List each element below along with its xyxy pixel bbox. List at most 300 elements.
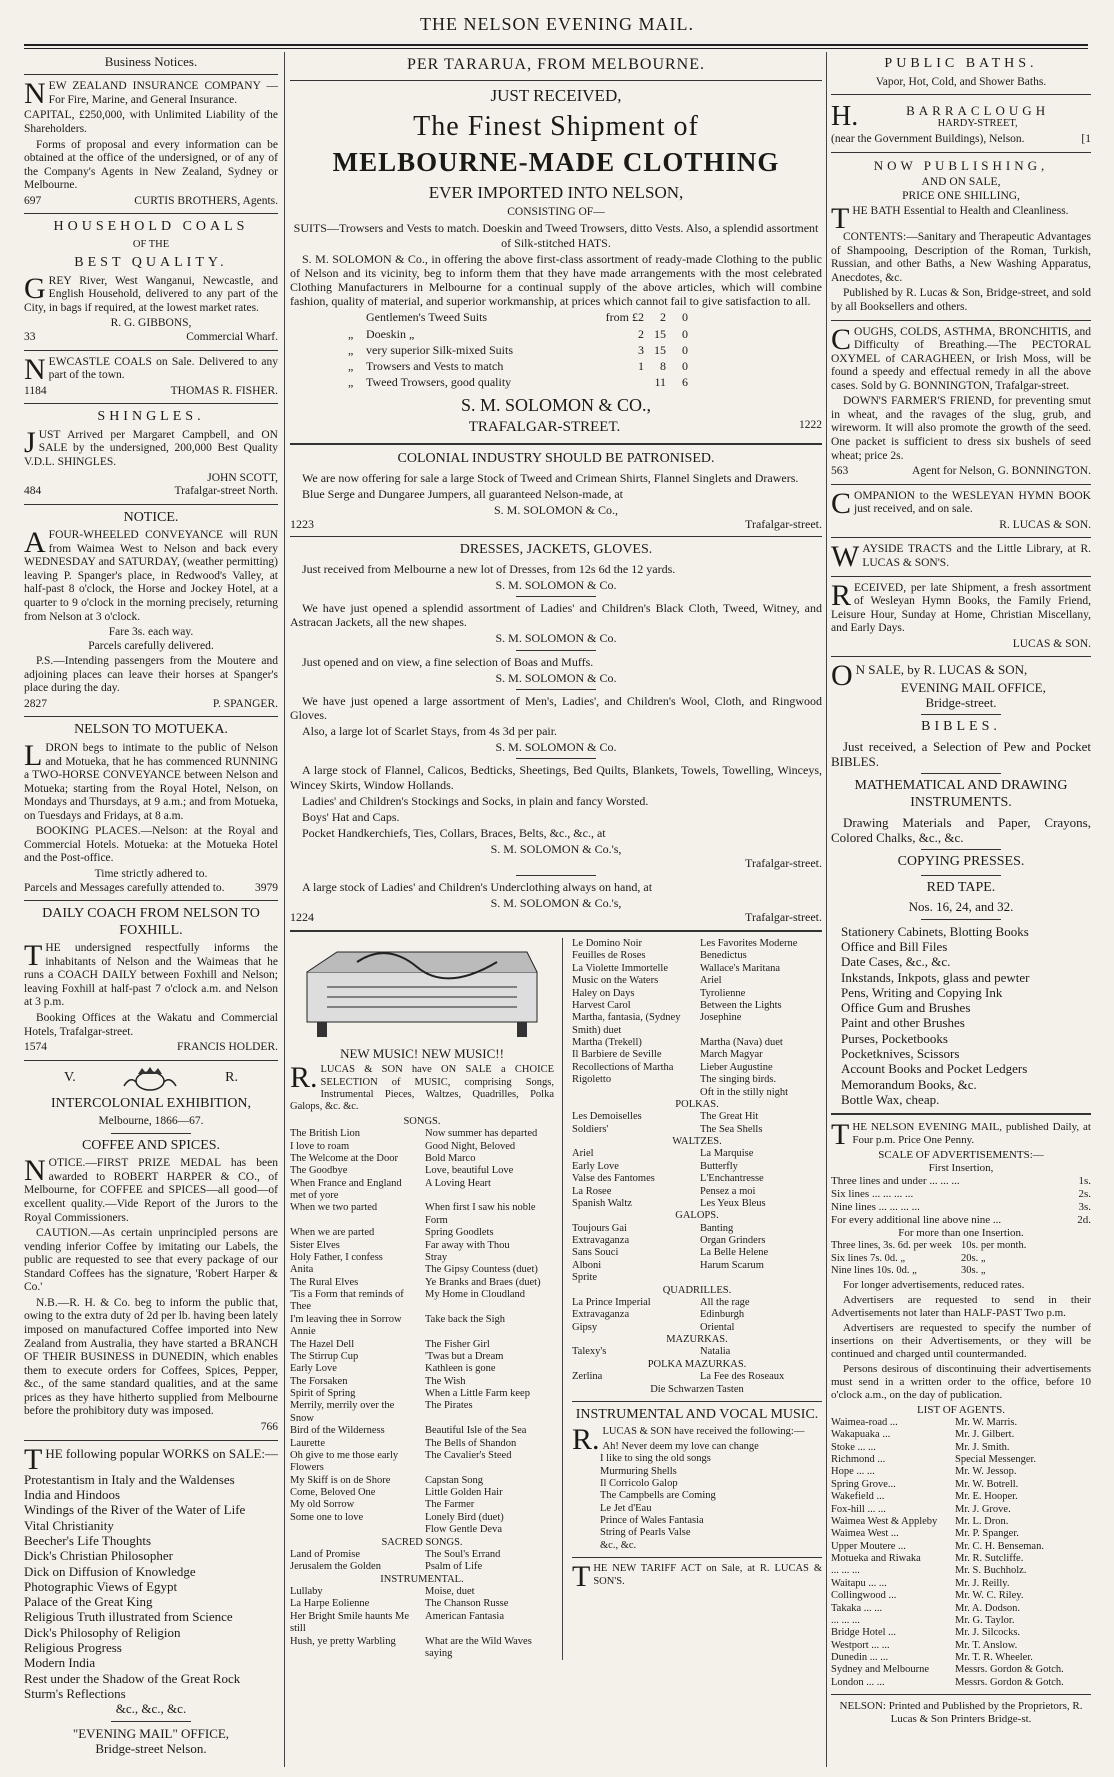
list-item: India and Hindoos (24, 1486, 121, 1502)
list-item: Bird of the Wilderness (290, 1425, 385, 1437)
list-heading: MAZURKAS. (666, 1334, 728, 1345)
agent-label: Sydney and Melbourne (831, 1664, 929, 1676)
list-item: La Marquise (700, 1148, 754, 1160)
list-item: Le Domino Noir (572, 938, 642, 949)
dresses-ad (290, 542, 822, 924)
price-row (348, 375, 688, 389)
list-item: Holy Father, I confess (290, 1251, 383, 1263)
ad-address: Trafalgar-street. (745, 517, 822, 532)
notice-ad (24, 510, 278, 712)
list-item: Sprite (572, 1272, 598, 1284)
agent-label: Waimea West ... (831, 1528, 899, 1540)
agent-label: Spring Grove... (831, 1478, 896, 1490)
list-item: Stray (425, 1251, 448, 1263)
ad-text: Drawing Materials and Paper, Crayons, Colored Chalks, &c., &c. (831, 814, 1091, 845)
ad-body: REY River, West Wanganui, Newcastle, and English Household, delivered to any part of the City, in bags if required, at the lowest market rates. (24, 274, 278, 314)
list-item: Sans Souci (572, 1247, 619, 1259)
insurance-ad (24, 77, 278, 208)
ad-number: 484 (24, 485, 42, 498)
agent-label: Hope ... ... (831, 1466, 875, 1478)
agent-value: Mr. W. Jessop. (955, 1466, 1017, 1478)
list-heading: INSTRUMENTAL. (380, 1573, 464, 1585)
list-item: Talexy's (572, 1346, 607, 1358)
drop-cap: W (831, 540, 860, 574)
agent-label: Bridge Hotel ... (831, 1627, 897, 1639)
works-ad (24, 1442, 278, 1757)
list-item: Religious Truth illustrated from Science (24, 1609, 233, 1625)
list-item: Martha, fantasia, (Sydney Smith) duet (572, 1012, 681, 1036)
ad-text: CONTENTS:—Sanitary and Therapeutic Advantages of Shampooing, Description of the Roman, Turkish, Russian, and other Baths, a New Washing Apparatus, Anecdotes, &c. (831, 231, 1091, 284)
drop-cap: R. (572, 1423, 600, 1457)
ad-title: RED TAPE. (926, 879, 996, 895)
list-item: Spirit of Spring (290, 1388, 356, 1400)
ad-signature: THOMAS R. FISHER. (170, 384, 278, 397)
ad-text: Boys' Hat and Caps. (302, 809, 400, 824)
ad-headline: The Finest Shipment of (413, 110, 699, 142)
ad-text: CAPITAL, £250,000, with Unlimited Liability of the Shareholders. (24, 109, 278, 136)
list-item: Account Books and Pocket Ledgers (841, 1061, 1028, 1077)
list-item: The Forsaken (290, 1375, 348, 1387)
ad-body: LUCAS & SON have received the following:— (602, 1426, 805, 1438)
drop-cap: T (831, 1118, 850, 1152)
ad-text: Parcels and Messages carefully attended to. (24, 881, 225, 894)
ad-text: We have just opened a large assortment of Men's, Ladies', and Children's Wool, Cloth, and Ringwood Gloves. (290, 693, 822, 722)
ad-body: FOUR-WHEELED CONVEYANCE will RUN from Waimea West to Nelson and back every WEDNESDAY and SATURDAY, (weather permitting) leaving P. Spanger's place, in Redwood's Valley, at half-past 8 o'clock, the Horse and Jockey Hotel, at a quarter to 9 o'clock in the morning precisely, returning from Nelson at 3 o'clock. (24, 529, 278, 623)
rate-label: Three lines and under ... ... ... (831, 1175, 960, 1188)
coals-ad (24, 219, 278, 344)
list-item: L'Enchantresse (700, 1173, 764, 1185)
list-item: The Wish (425, 1375, 466, 1387)
agent-label: Dunedin ... ... (831, 1652, 889, 1664)
ad-signature: LUCAS & SON. (1012, 637, 1091, 650)
list-item: Good Night, Beloved (425, 1140, 516, 1152)
ad-title: DRESSES, JACKETS, GLOVES. (459, 542, 653, 558)
ad-text: N.B.—R. H. & Co. beg to inform the public that, owing to the extra duty of 2d per lb. having been lately imposed on manufactured Coffee imported into New Zealand from Australia, they have started a BRANCH OF THEIR BUSINESS in DUNEDIN, which enables them to execute orders for Coffees, Spices, Pepper, &c., of the same standard qualities, and at the same prices as they have hitherto supplied from Melbourne before the prohibitory duty was imposed. (24, 1296, 278, 1418)
ad-text: Blue Serge and Dungaree Jumpers, all guaranteed Nelson-made, at (302, 486, 623, 501)
list-item: A Loving Heart (425, 1177, 491, 1189)
ad-title: MATHEMATICAL AND DRAWING INSTRUMENTS. (854, 778, 1068, 810)
ad-text: Advertisers are requested to send in their Advertisements not later than HALF-PAST Two p.m. (831, 1294, 1091, 1320)
songs-list (290, 1128, 554, 1536)
list-item: Il Corricolo Galop (600, 1477, 678, 1489)
list-item: Benedictus (700, 950, 747, 962)
instrumental-vocal-list (572, 1441, 822, 1552)
ad-number: 697 (24, 194, 42, 207)
ad-text: Time strictly adhered to. (94, 868, 208, 881)
ad-signature: S. M. SOLOMON & Co.'s, (490, 842, 622, 857)
list-item: Les Favorites Moderne (700, 938, 798, 949)
list-item: Bottle Wax, cheap. (841, 1092, 940, 1108)
weekly-rates-table (831, 1240, 1091, 1277)
price-cell-s: 15 (654, 326, 666, 341)
column-center (290, 52, 822, 1660)
ad-text: Advertisers are requested to specify the number of insertions on their Advertisements, or they will be continued and charged until countermanded. (831, 1322, 1091, 1361)
list-item: Psalm of Life (425, 1561, 483, 1573)
list-item: Extravaganza (572, 1309, 630, 1321)
list-item: Office Gum and Brushes (841, 1000, 971, 1016)
list-item: Paint and other Brushes (841, 1015, 965, 1031)
list-item: The Soul's Errand (425, 1548, 501, 1560)
agent-value: Mr. S. Buchholz. (955, 1565, 1027, 1577)
list-item: Merrily, merrily over the Snow (290, 1400, 395, 1424)
list-item: Valse des Fantomes (572, 1173, 655, 1185)
list-item: Natalia (700, 1346, 731, 1358)
list-item: My Home in Cloudland (425, 1289, 526, 1301)
waltzes-list (572, 1148, 822, 1210)
ad-address: Trafalgar-street. (745, 909, 822, 924)
list-item: Harvest Carol (572, 999, 631, 1011)
imprint: NELSON: Printed and Published by the Proprietors, R. Lucas & Son Printers Bridge-st. (839, 1700, 1083, 1726)
ad-text: Fare 3s. each way. (108, 626, 194, 639)
agent-label: Motueka and Riwaka (831, 1553, 921, 1565)
list-item: Toujours Gai (572, 1222, 627, 1234)
list-heading: POLKA MAZURKAS. (647, 1358, 747, 1370)
ad-text: For longer advertisements, reduced rates. (843, 1279, 1025, 1292)
list-item: Music on the Waters (572, 975, 659, 987)
drop-cap: O (831, 659, 853, 693)
polkas-list (572, 1111, 822, 1136)
agent-value: Mr. T. R. Wheeler. (955, 1652, 1033, 1664)
ad-title: SHINGLES. (97, 409, 205, 425)
list-item: Josephine (700, 1012, 742, 1024)
agent-value: Mr. T. Anslow. (955, 1639, 1018, 1651)
masthead-rule (24, 44, 1088, 49)
list-item: The Campbells are Coming (600, 1490, 716, 1502)
price-cell-q: „ (348, 358, 354, 373)
list-item: The Hazel Dell (290, 1338, 355, 1350)
drop-cap: R (831, 578, 852, 612)
ad-address: (near the Government Buildings), Nelson. (831, 133, 1025, 146)
agent-value: Mr. L. Dron. (955, 1515, 1009, 1527)
list-item: Dick's Philosophy of Religion (24, 1624, 181, 1640)
agents-table (831, 1417, 1091, 1689)
list-item: Recollections of Martha (572, 1061, 674, 1073)
agent-value: Mr. J. Reilly. (955, 1577, 1010, 1589)
ad-body: HE NEW TARIFF ACT on Sale, at R. LUCAS & SON'S. (593, 1563, 822, 1587)
drop-cap: N (24, 352, 46, 386)
list-item: Extravaganza (572, 1235, 630, 1246)
list-item: Moise, duet (425, 1586, 475, 1598)
list-item: Rest under the Shadow of the Great Rock (24, 1670, 241, 1686)
list-item: The Great Hit (700, 1111, 759, 1123)
ad-number: 1222 (799, 419, 822, 432)
ad-signature: R. LUCAS & SON. (999, 518, 1091, 531)
price-cell-s: 11 (654, 374, 666, 389)
rate-label: For every additional line above nine ... (831, 1214, 1002, 1227)
price-cell-item: Gentlemen's Tweed Suits (366, 310, 488, 325)
ad-body: HE NELSON EVENING MAIL, published Daily, at Four p.m. Price One Penny. (852, 1121, 1091, 1147)
agent-label: Waimea-road ... (831, 1416, 898, 1428)
agent-label: Wakefield ... (831, 1491, 885, 1503)
list-item: Now summer has departed (425, 1128, 538, 1140)
list-item: Lonely Bird (duet) (425, 1511, 504, 1523)
list-item: 'Tis a Form that reminds of Thee (290, 1289, 404, 1313)
ad-address: Trafalgar-street North. (174, 485, 278, 498)
music-ad (290, 938, 822, 1660)
agent-value: Special Messenger. (955, 1454, 1037, 1466)
drop-cap: J (24, 425, 36, 459)
list-item: The Stirrup Cup (290, 1350, 359, 1362)
instrumental-list (290, 1586, 554, 1660)
rate-value: 2d. (1077, 1214, 1091, 1227)
ad-title: JUST RECEIVED, (490, 85, 622, 105)
ad-title: COPYING PRESSES. (897, 854, 1025, 870)
list-heading: SONGS. (403, 1115, 441, 1127)
agent-label: Waimea West & Appleby (831, 1515, 938, 1527)
agent-value: Mr. J. Silcocks. (955, 1627, 1021, 1639)
list-item: Sturm's Reflections (24, 1686, 126, 1702)
agent-label: Westport ... ... (831, 1639, 890, 1651)
list-item: Far away with Thou (425, 1239, 510, 1251)
list-item: Office and Bill Files (841, 938, 948, 954)
ad-text: Melbourne, 1866—67. (98, 1115, 204, 1128)
price-cell-from (592, 375, 644, 389)
agent-value: Mr. G. Taylor. (955, 1614, 1015, 1626)
ad-text: S. M. SOLOMON & Co., in offering the above first-class assortment of ready-made Clothing to the public of Nelson and its vicinity, beg to inform them that they have made arrangements with the most celebrated Clothing Manufacturers in Melbourne for a continual supply of the above articles, which will combine fashion, quality of material, and superior workmanship, at prices which cannot fail to give satisfaction to all. (290, 251, 822, 309)
price-cell-from: 3 (638, 342, 644, 357)
colonial-ad (290, 451, 822, 531)
ad-text: Parcels carefully delivered. (88, 639, 214, 652)
ad-title: EVER IMPORTED INTO NELSON, (428, 182, 684, 202)
ad-text: Just opened and on view, a fine selection of Boas and Muffs. (302, 654, 594, 669)
list-item: The Sea Shells (700, 1123, 763, 1135)
ad-signature: JOHN SCOTT, (207, 471, 278, 484)
price-cell-q (348, 310, 366, 324)
firm-name: S. M. SOLOMON & CO., (460, 395, 652, 416)
ad-text: P.S.—Intending passengers from the Moutere and adjoining places can leave their horses at Spanger's place during the day. (24, 655, 278, 695)
list-item: Ariel (572, 1148, 594, 1160)
royal-r: R. (225, 1070, 238, 1086)
price-cell-q: „ (348, 342, 354, 357)
list-item (572, 1087, 694, 1099)
ad-text: For more than one Insertion. (898, 1227, 1024, 1240)
works-list (24, 1472, 278, 1702)
ad-title: NELSON TO MOTUEKA. (74, 722, 228, 738)
ad-body: OUGHS, COLDS, ASTHMA, BRONCHITIS, and Difficulty of Breathing.—The PECTORAL OXYMEL of CARAGHEEN, or Irish Moss, will be found a speedy and effectual remedy in all the above cases. Sold by G. BONNINGTON, Trafalgar-street. (831, 325, 1091, 392)
list-item: Laurette (290, 1437, 325, 1449)
ad-number: 2827 (24, 697, 47, 710)
stationery-list (831, 924, 1091, 1108)
ad-body: AYSIDE TRACTS and the Little Library, at R. LUCAS & SON'S. (862, 543, 1091, 569)
price-cell-from: 2 (638, 326, 644, 341)
list-item: Bold Marco (425, 1152, 476, 1164)
ad-title: NOW PUBLISHING, (873, 157, 1049, 173)
price-cell-s: 8 (660, 358, 666, 373)
list-item: Le Jet d'Eau (600, 1502, 652, 1514)
ad-title: BARRACLOUGH (906, 102, 1050, 118)
ad-text: PRICE ONE SHILLING, (902, 189, 1020, 202)
price-cell-item: Doeskin „ (366, 326, 415, 341)
price-cell-q: „ (348, 326, 354, 341)
list-heading: SACRED SONGS. (381, 1536, 463, 1548)
list-item: Haley on Days (572, 987, 635, 999)
ad-text: OF THE (132, 238, 170, 250)
list-heading: QUADRILLES. (662, 1284, 732, 1296)
list-item: The Farmer (425, 1499, 475, 1511)
shingles-ad (24, 409, 278, 498)
list-item: I'm leaving thee in Sorrow Annie (290, 1313, 402, 1338)
drop-cap: A (24, 526, 46, 560)
list-item (700, 1272, 822, 1284)
list-item: La Belle Helene (700, 1247, 769, 1259)
drop-cap: R. (290, 1061, 318, 1095)
ad-signature: S. M. SOLOMON & Co. (495, 577, 617, 592)
ad-body: ECEIVED, per late Shipment, a fresh assortment of Wesleyan Hymn Books, the Family Friend, Leisure Hour, Sunday at Home, Christian Miscellany, and Early Days. (831, 581, 1091, 635)
ad-headline: MELBOURNE-MADE CLOTHING (332, 146, 780, 177)
ad-number: 1224 (290, 909, 314, 924)
list-item: Between the Lights (700, 999, 782, 1011)
price-cell-d: 0 (682, 342, 688, 357)
ad-text: Booking Offices at the Wakatu and Commercial Hotels, Trafalgar-street. (24, 1012, 278, 1038)
list-item: The Bells of Shandon (425, 1437, 517, 1449)
list-item: Modern India (24, 1655, 96, 1671)
list-item: La Violette Immortelle (572, 962, 668, 974)
list-item: Early Love (290, 1363, 337, 1375)
agent-value: Mr. J. Grove. (955, 1503, 1011, 1515)
ad-address: Trafalgar-street. (745, 856, 822, 871)
rate-value: 2s. (1078, 1188, 1091, 1201)
ad-text: Persons desirous of discontinuing their advertisements must send in a written order to the office, before 10 o'clock a.m., on the day of publication. (831, 1363, 1091, 1402)
drop-cap: T (831, 202, 850, 236)
ad-text: A large stock of Flannel, Calicos, Bedticks, Sheetings, Bed Quilts, Blankets, Towels, Towelling, Winceys, Wincey Skirts, Window Hollands. (290, 763, 822, 792)
list-item: The Fisher Girl (425, 1338, 490, 1350)
price-cell-item: very superior Silk-mixed Suits (366, 342, 513, 357)
list-item: Ah! Never deem my love can change (602, 1440, 759, 1452)
list-item: Early Love (572, 1160, 619, 1172)
ad-address: Commercial Wharf. (186, 331, 278, 344)
agent-label: Takaka ... ... (831, 1602, 883, 1614)
drop-cap: T (24, 939, 43, 973)
list-item: Photographic Views of Egypt (24, 1578, 178, 1594)
ad-address: Bridge-street Nelson. (95, 1741, 207, 1757)
weekly-rate-label: Six lines 7s. 0d. „ (831, 1252, 906, 1264)
agent-value: Mr. J. Smith. (955, 1441, 1010, 1453)
rate-label: Nine lines ... ... ... ... (831, 1201, 920, 1214)
drop-cap: N (24, 77, 46, 111)
ad-body: EW ZEALAND INSURANCE COMPANY — For Fire, Marine, and General Insurance. (48, 80, 278, 106)
list-item: Stationery Cabinets, Blotting Books (841, 923, 1029, 939)
ad-body: HE undersigned respectfully informs the inhabitants of Nelson and the Waimeas that he runs a COACH DAILY between Foxhill and Nelson; leaving Foxhill at half-past 7 o'clock a.m. and Nelson at 3 p.m. (24, 942, 278, 1009)
ad-text: AND ON SALE, (921, 176, 1001, 188)
ad-signature: S. M. SOLOMON & Co.'s, (490, 895, 622, 910)
list-item: Little Golden Hair (425, 1487, 503, 1499)
ad-number: 1184 (24, 384, 47, 397)
agent-value: Mr. W. Marris. (955, 1416, 1018, 1428)
ad-address: Bridge-street. (925, 694, 997, 710)
ad-body: EWCASTLE COALS on Sale. Delivered to any part of the town. (48, 355, 278, 382)
price-cell-q: „ (348, 374, 354, 389)
list-item: The Pirates (425, 1400, 473, 1412)
ad-body: HE following popular WORKS on SALE:— (45, 1445, 278, 1461)
ad-signature: P. SPANGER. (212, 697, 278, 710)
list-item: La Fee des Roseaux (700, 1371, 785, 1383)
list-item: The Rural Elves (290, 1276, 359, 1288)
agent-label: Upper Moutere ... (831, 1540, 906, 1552)
list-item: La Prince Imperial (572, 1296, 651, 1308)
list-item: Dick on Diffusion of Knowledge (24, 1563, 196, 1579)
list-item: Inkstands, Inkpots, glass and pewter (841, 969, 1030, 985)
weekly-rate-label: Three lines, 3s. 6d. per week (831, 1240, 952, 1252)
ad-number: 3979 (255, 881, 278, 894)
list-item: Beautiful Isle of the Sea (425, 1425, 527, 1437)
list-item: Palace of the Great King (24, 1594, 153, 1610)
list-item: My Skiff is on de Shore (290, 1474, 391, 1486)
list-item: Spring Goodlets (425, 1227, 494, 1239)
drop-cap: L (24, 738, 43, 772)
ad-text: DOWN'S FARMER'S FRIEND, for preventing smut in wheat, and the ravages of the slug, grub, and wireworm. It will also promote the growth of the seed. One packet is sufficient to dress six bushels of seed wheat; price 2s. (831, 395, 1091, 462)
price-list (290, 310, 822, 389)
list-item: Windings of the River of the Water of Life (24, 1502, 246, 1518)
royal-crest-icon (120, 1066, 180, 1092)
drop-cap: N (24, 1154, 46, 1188)
music-list (572, 938, 822, 1099)
list-item: &c., &c. (600, 1539, 637, 1551)
music-headline: NEW MUSIC! NEW MUSIC!! (340, 1046, 504, 1061)
list-item: Vital Christianity (24, 1517, 114, 1533)
list-item: Beecher's Life Thoughts (24, 1532, 152, 1548)
list-item: Il Barbiere de Seville (572, 1049, 662, 1061)
agent-label: Fox-hill ... ... (831, 1503, 886, 1515)
list-item: Murmuring Shells (600, 1465, 677, 1477)
galops-list (572, 1223, 822, 1285)
drop-cap: T (24, 1442, 43, 1476)
ad-signature: R. G. GIBBONS, (110, 317, 192, 330)
price-cell-from: from £2 (605, 310, 644, 325)
list-item: Die Schwarzen Tasten (650, 1383, 744, 1395)
ad-title: PUBLIC BATHS. (884, 56, 1038, 71)
motueka-ad (24, 722, 278, 895)
list-item: Capstan Song (425, 1474, 484, 1486)
agent-value: Mr. R. Sutcliffe. (955, 1553, 1024, 1565)
ad-signature: S. M. SOLOMON & Co., (493, 502, 619, 517)
list-item: Alboni (572, 1259, 602, 1271)
ad-title: HOUSEHOLD COALS (53, 219, 249, 235)
drop-cap: G (24, 271, 46, 305)
weekly-rate-value: 20s. „ (961, 1252, 986, 1264)
agent-label: ... ... ... (831, 1614, 860, 1626)
ad-text: &c., &c., &c. (115, 1701, 187, 1717)
list-item: The Chanson Russe (425, 1598, 509, 1610)
list-item: Zerlina (572, 1371, 603, 1383)
list-item: Harum Scarum (700, 1259, 764, 1271)
ad-body: OMPANION to the WESLEYAN HYMN BOOK just received, and on sale. (854, 489, 1091, 516)
list-item: All the rage (700, 1296, 750, 1308)
exhibition-ad (24, 1066, 278, 1435)
ad-address: TRAFALGAR-STREET. (468, 419, 621, 436)
ad-body: OTICE.—FIRST PRIZE MEDAL has been awarded to ROBERT HARPER & CO., of Melbourne, for COFFEE and SPICES—all good—of excellent quality.—Vide Report of the Jurors to the Royal Commissioners. (24, 1157, 278, 1224)
list-item: The British Lion (290, 1128, 360, 1140)
list-item: Pensez a moi (700, 1185, 756, 1197)
list-item: The Goodbye (290, 1165, 348, 1177)
list-item: Sister Elves (290, 1239, 340, 1251)
list-item: My old Sorrow (290, 1499, 355, 1511)
ad-text: CAUTION.—As certain unprincipled persons are vending inferior Coffee by imitating our Labels, the public are requested to see that every package of our Standard Coffees has the signature, 'Robert Harper & Co.' (24, 1227, 278, 1294)
list-item: Pens, Writing and Copying Ink (841, 984, 1003, 1000)
ad-body: N SALE, by R. LUCAS & SON, (855, 662, 1028, 678)
ad-number: 766 (260, 1420, 278, 1433)
agent-label: ... ... ... (831, 1565, 860, 1577)
list-item: When first I saw his noble Form (425, 1202, 536, 1226)
list-item: Anita (290, 1264, 314, 1276)
ad-title: INSTRUMENTAL AND VOCAL MUSIC. (575, 1406, 819, 1422)
mazurkas-list (572, 1346, 822, 1358)
price-cell-item: Tweed Trowsers, good quality (366, 374, 512, 389)
ad-text: EVENING MAIL OFFICE, (900, 679, 1046, 695)
ad-title: SCALE OF ADVERTISEMENTS:— (878, 1149, 1044, 1162)
list-item (290, 1524, 419, 1536)
agent-label: Richmond ... (831, 1454, 886, 1466)
ad-number: 563 (831, 465, 849, 478)
